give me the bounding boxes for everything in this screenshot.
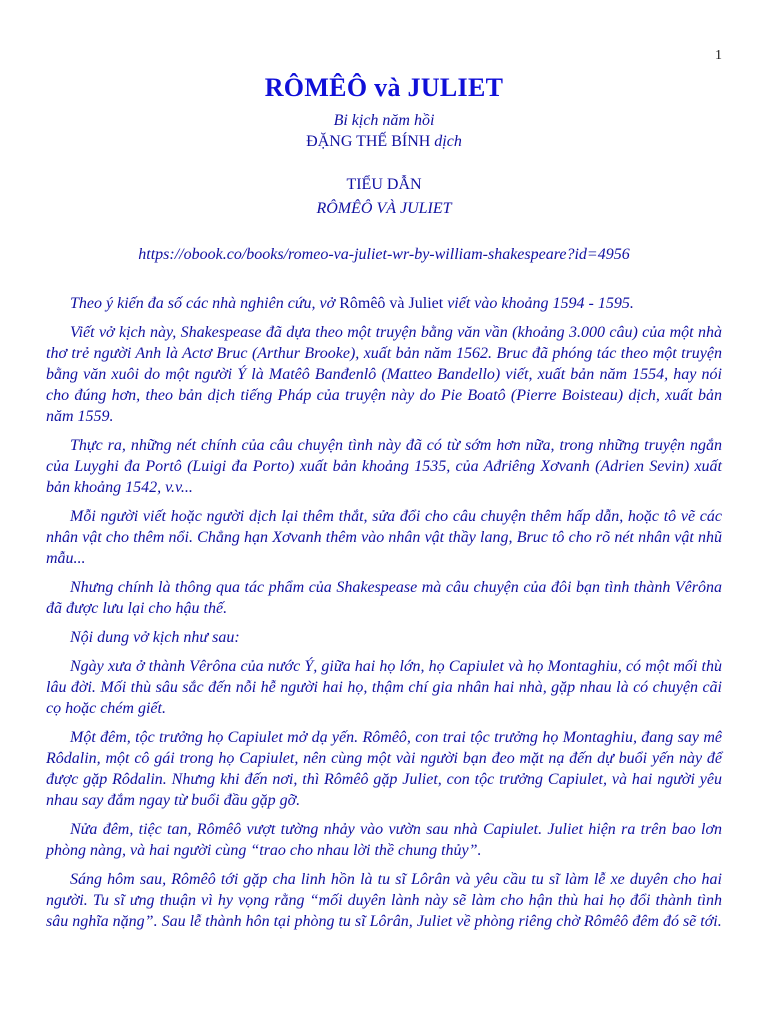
paragraph-2: Viết vở kịch này, Shakespease đã dựa theo một truyện bằng văn vần (khoảng 3.000 câu) của một nhà thơ trẻ người Anh là Actơ Bruc (Arthur Brooke), xuất bản năm 1562. Bruc đã phóng tác theo một truyện bằng văn xuôi do một người Ý là Matêô Banđenlô (Matteo Bandello) viết, xuất bản năm 1554, hay nói cho đúng hơn, theo bản dịch tiếng Pháp của truyện này do Pie Boatô (Pierre Boisteau) dịch, xuất bản năm 1559. xyxy=(46,324,722,425)
paragraph-9: Nửa đêm, tiệc tan, Rômêô vượt tường nhảy vào vườn sau nhà Capiulet. Juliet hiện ra trên bao lơn phòng nàng, và hai người cùng “trao cho nhau lời thề chung thủy”. xyxy=(46,821,722,859)
play-title-inline: Rômêô và Juliet xyxy=(339,295,444,312)
paragraph-4: Mỗi người viết hoặc người dịch lại thêm thắt, sửa đổi cho câu chuyện thêm hấp dẫn, hoặc tô vẽ các nhân vật cho thêm nổi. Chẳng hạn Xơvanh thêm vào nhân vật thầy lang, Bruc tô cho rõ nét nhân vật nhũ mẫu... xyxy=(46,508,722,567)
paragraph-1-before: Theo ý kiến đa số các nhà nghiên cứu, vở xyxy=(70,295,340,312)
translator-name: ĐẶNG THẾ BÍNH xyxy=(306,133,431,150)
translator-role: dịch xyxy=(434,133,462,150)
page-number: 1 xyxy=(715,48,722,63)
paragraph-1-after: viết vào khoảng 1594 - 1595. xyxy=(443,295,634,312)
source-url: https://obook.co/books/romeo-va-juliet-wr-by-william-shakespeare?id=4956 xyxy=(138,246,630,263)
paragraph-1 xyxy=(46,293,722,314)
paragraph-5: Nhưng chính là thông qua tác phẩm của Shakespease mà câu chuyện của đôi bạn tình thành Vêrôna đã được lưu lại cho hậu thế. xyxy=(46,579,722,617)
document-subtitle: Bi kịch năm hồi xyxy=(333,112,435,129)
document-title: RÔMÊÔ và JULIET xyxy=(264,73,504,102)
paragraph-3: Thực ra, những nét chính của câu chuyện tình này đã có từ sớm hơn nữa, trong những truyện ngắn của Luyghi đa Portô (Luigi đa Porto) xuất bản khoảng 1535, của Ađriêng Xơvanh (Adrien Sevin) xuất bản khoảng 1542, v.v... xyxy=(46,437,722,496)
section-heading: TIỂU DẪN xyxy=(346,176,422,193)
paragraph-8: Một đêm, tộc trưởng họ Capiulet mở dạ yến. Rômêô, con trai tộc trưởng họ Montaghiu, đang say mê Rôdalin, một cô gái trong họ Capiulet, nên cùng một vài người bạn đeo mặt nạ đến dự buổi yến này để được gặp Rôdalin. Nhưng khi đến nơi, thì Rômêô gặp Juliet, con tộc trưởng Capiulet, và hai người yêu nhau say đắm ngay từ buổi đầu gặp gỡ. xyxy=(46,729,722,809)
section-subheading: RÔMÊÔ VÀ JULIET xyxy=(316,200,452,217)
paragraph-7: Ngày xưa ở thành Vêrôna của nước Ý, giữa hai họ lớn, họ Capiulet và họ Montaghiu, có một mối thù lâu đời. Mối thù sâu sắc đến nỗi hễ người hai họ, thậm chí gia nhân hai nhà, gặp nhau là có chuyện cãi cọ hoặc chém giết. xyxy=(46,658,722,717)
body-text xyxy=(46,293,722,940)
translator-credit xyxy=(0,133,768,151)
paragraph-6: Nội dung vở kịch như sau: xyxy=(70,629,240,646)
paragraph-10: Sáng hôm sau, Rômêô tới gặp cha linh hồn là tu sĩ Lôrân và yêu cầu tu sĩ làm lễ xe duyên cho hai người. Tu sĩ ưng thuận vì hy vọng rằng “mối duyên lành này sẽ làm cho hận thù hai họ đổi thành tình sâu nghĩa nặng”. Sau lễ thành hôn tại phòng tu sĩ Lôrân, Juliet về phòng riêng chờ Rômêô đêm đó sẽ tới. xyxy=(46,871,722,930)
